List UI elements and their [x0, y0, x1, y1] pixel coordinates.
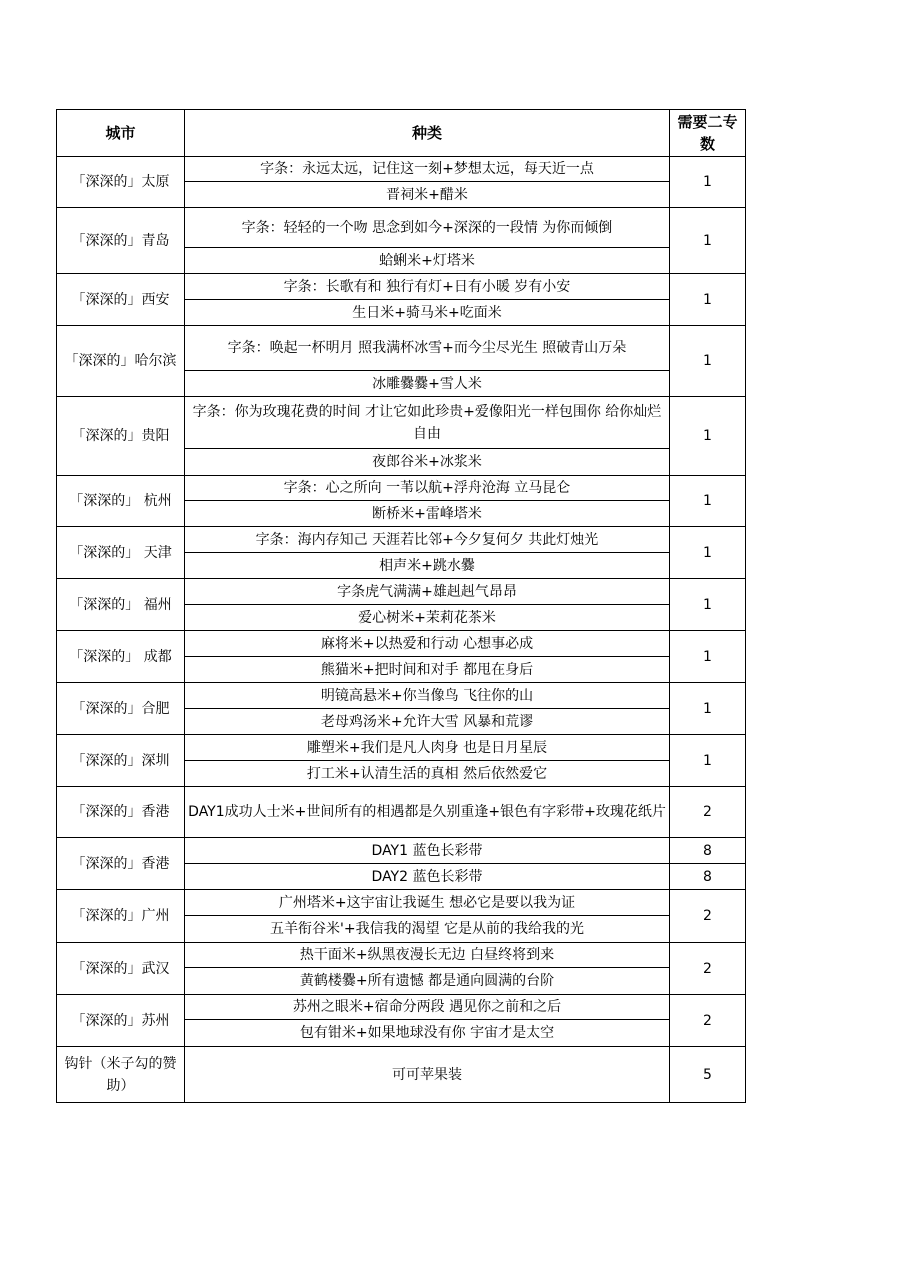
- city-cell: 「深深的」武汉: [57, 943, 185, 995]
- city-cell: 「深深的」 天津: [57, 527, 185, 579]
- item-cell: DAY1成功人士米+世间所有的相遇都是久别重逢+银色有字彩带+玫瑰花纸片: [185, 787, 670, 838]
- item-cell: 晋祠米+醋米: [185, 182, 670, 208]
- table-row: [57, 476, 746, 501]
- item-cell: 老母鸡汤米+允许大雪 风暴和荒谬: [185, 709, 670, 735]
- table-row: [57, 1047, 746, 1103]
- count-cell: 1: [670, 274, 746, 326]
- item-cell: 字条：长歌有和 独行有灯+日有小暖 岁有小安: [185, 274, 670, 300]
- item-cell: 字条：永远太远，记住这一刻+梦想太远，每天近一点: [185, 157, 670, 182]
- table-row: [57, 838, 746, 864]
- city-cell: 「深深的」合肥: [57, 683, 185, 735]
- count-cell: 2: [670, 890, 746, 943]
- item-cell: 包有钳米+如果地球没有你 宇宙才是太空: [185, 1020, 670, 1047]
- city-cell: 「深深的」香港: [57, 838, 185, 890]
- item-cell: 相声米+跳水爨: [185, 553, 670, 579]
- count-cell: 1: [670, 326, 746, 397]
- city-cell: 钩针（米子勾的赞助）: [57, 1047, 185, 1103]
- city-cell: 「深深的」哈尔滨: [57, 326, 185, 397]
- count-cell: 5: [670, 1047, 746, 1103]
- item-cell: 字条：轻轻的一个吻 思念到如今+深深的一段情 为你而倾倒: [185, 208, 670, 248]
- sponsorship-table: [56, 109, 746, 1103]
- item-cell: 断桥米+雷峰塔米: [185, 501, 670, 527]
- table-row: [57, 208, 746, 248]
- count-cell: 1: [670, 579, 746, 631]
- item-cell: 字条：你为玫瑰花费的时间 才让它如此珍贵+爱像阳光一样包围你 给你灿烂自由: [185, 397, 670, 449]
- city-cell: 「深深的」西安: [57, 274, 185, 326]
- count-cell: 8: [670, 864, 746, 890]
- city-cell: 「深深的」香港: [57, 787, 185, 838]
- item-cell: 熊猫米+把时间和对手 都甩在身后: [185, 657, 670, 683]
- count-cell: 1: [670, 683, 746, 735]
- item-cell: 苏州之眼米+宿命分两段 遇见你之前和之后: [185, 995, 670, 1020]
- city-cell: 「深深的」太原: [57, 157, 185, 208]
- table-row: [57, 735, 746, 761]
- table-row: [57, 397, 746, 449]
- table-row: [57, 527, 746, 553]
- header-count: 需要二专数: [670, 110, 746, 157]
- item-cell: 黄鹤楼爨+所有遗憾 都是通向圆满的台阶: [185, 968, 670, 995]
- item-cell: 字条虎气满满+雄赳赳气昂昂: [185, 579, 670, 605]
- table-row: [57, 631, 746, 657]
- table-row: [57, 787, 746, 838]
- city-cell: 「深深的」贵阳: [57, 397, 185, 476]
- city-cell: 「深深的」广州: [57, 890, 185, 943]
- table-row: [57, 326, 746, 371]
- item-cell: 字条：心之所向 一苇以航+浮舟沧海 立马昆仑: [185, 476, 670, 501]
- count-cell: 2: [670, 943, 746, 995]
- header-row: [57, 110, 746, 157]
- city-cell: 「深深的」 成都: [57, 631, 185, 683]
- table-row: [57, 890, 746, 916]
- table-row: [57, 157, 746, 182]
- item-cell: 明镜高悬米+你当像鸟 飞往你的山: [185, 683, 670, 709]
- city-cell: 「深深的」 杭州: [57, 476, 185, 527]
- city-cell: 「深深的」青岛: [57, 208, 185, 274]
- item-cell: 生日米+骑马米+吃面米: [185, 300, 670, 326]
- table-row: [57, 579, 746, 605]
- count-cell: 1: [670, 735, 746, 787]
- city-cell: 「深深的」 福州: [57, 579, 185, 631]
- item-cell: 可可苹果装: [185, 1047, 670, 1103]
- count-cell: 1: [670, 631, 746, 683]
- item-cell: DAY2 蓝色长彩带: [185, 864, 670, 890]
- count-cell: 1: [670, 208, 746, 274]
- item-cell: DAY1 蓝色长彩带: [185, 838, 670, 864]
- item-cell: 麻将米+以热爱和行动 心想事必成: [185, 631, 670, 657]
- count-cell: 1: [670, 157, 746, 208]
- table-row: [57, 943, 746, 968]
- item-cell: 热干面米+纵黑夜漫长无边 白昼终将到来: [185, 943, 670, 968]
- city-cell: 「深深的」深圳: [57, 735, 185, 787]
- item-cell: 字条：唤起一杯明月 照我满杯冰雪+而今尘尽光生 照破青山万朵: [185, 326, 670, 371]
- table-row: [57, 683, 746, 709]
- header-city: 城市: [57, 110, 185, 157]
- count-cell: 2: [670, 995, 746, 1047]
- count-cell: 2: [670, 787, 746, 838]
- item-cell: 雕塑米+我们是凡人肉身 也是日月星辰: [185, 735, 670, 761]
- item-cell: 字条：海内存知己 天涯若比邻+今夕复何夕 共此灯烛光: [185, 527, 670, 553]
- table-row: [57, 995, 746, 1020]
- item-cell: 夜郎谷米+冰浆米: [185, 449, 670, 476]
- item-cell: 爱心树米+茉莉花茶米: [185, 605, 670, 631]
- item-cell: 打工米+认清生活的真相 然后依然爱它: [185, 761, 670, 787]
- item-cell: 冰雕爨爨+雪人米: [185, 371, 670, 397]
- count-cell: 1: [670, 476, 746, 527]
- table-row: [57, 274, 746, 300]
- count-cell: 8: [670, 838, 746, 864]
- item-cell: 广州塔米+这宇宙让我诞生 想必它是要以我为证: [185, 890, 670, 916]
- item-cell: 五羊衔谷米'+我信我的渴望 它是从前的我给我的光: [185, 916, 670, 943]
- header-type: 种类: [185, 110, 670, 157]
- count-cell: 1: [670, 527, 746, 579]
- item-cell: 蛤蜊米+灯塔米: [185, 248, 670, 274]
- count-cell: 1: [670, 397, 746, 476]
- city-cell: 「深深的」苏州: [57, 995, 185, 1047]
